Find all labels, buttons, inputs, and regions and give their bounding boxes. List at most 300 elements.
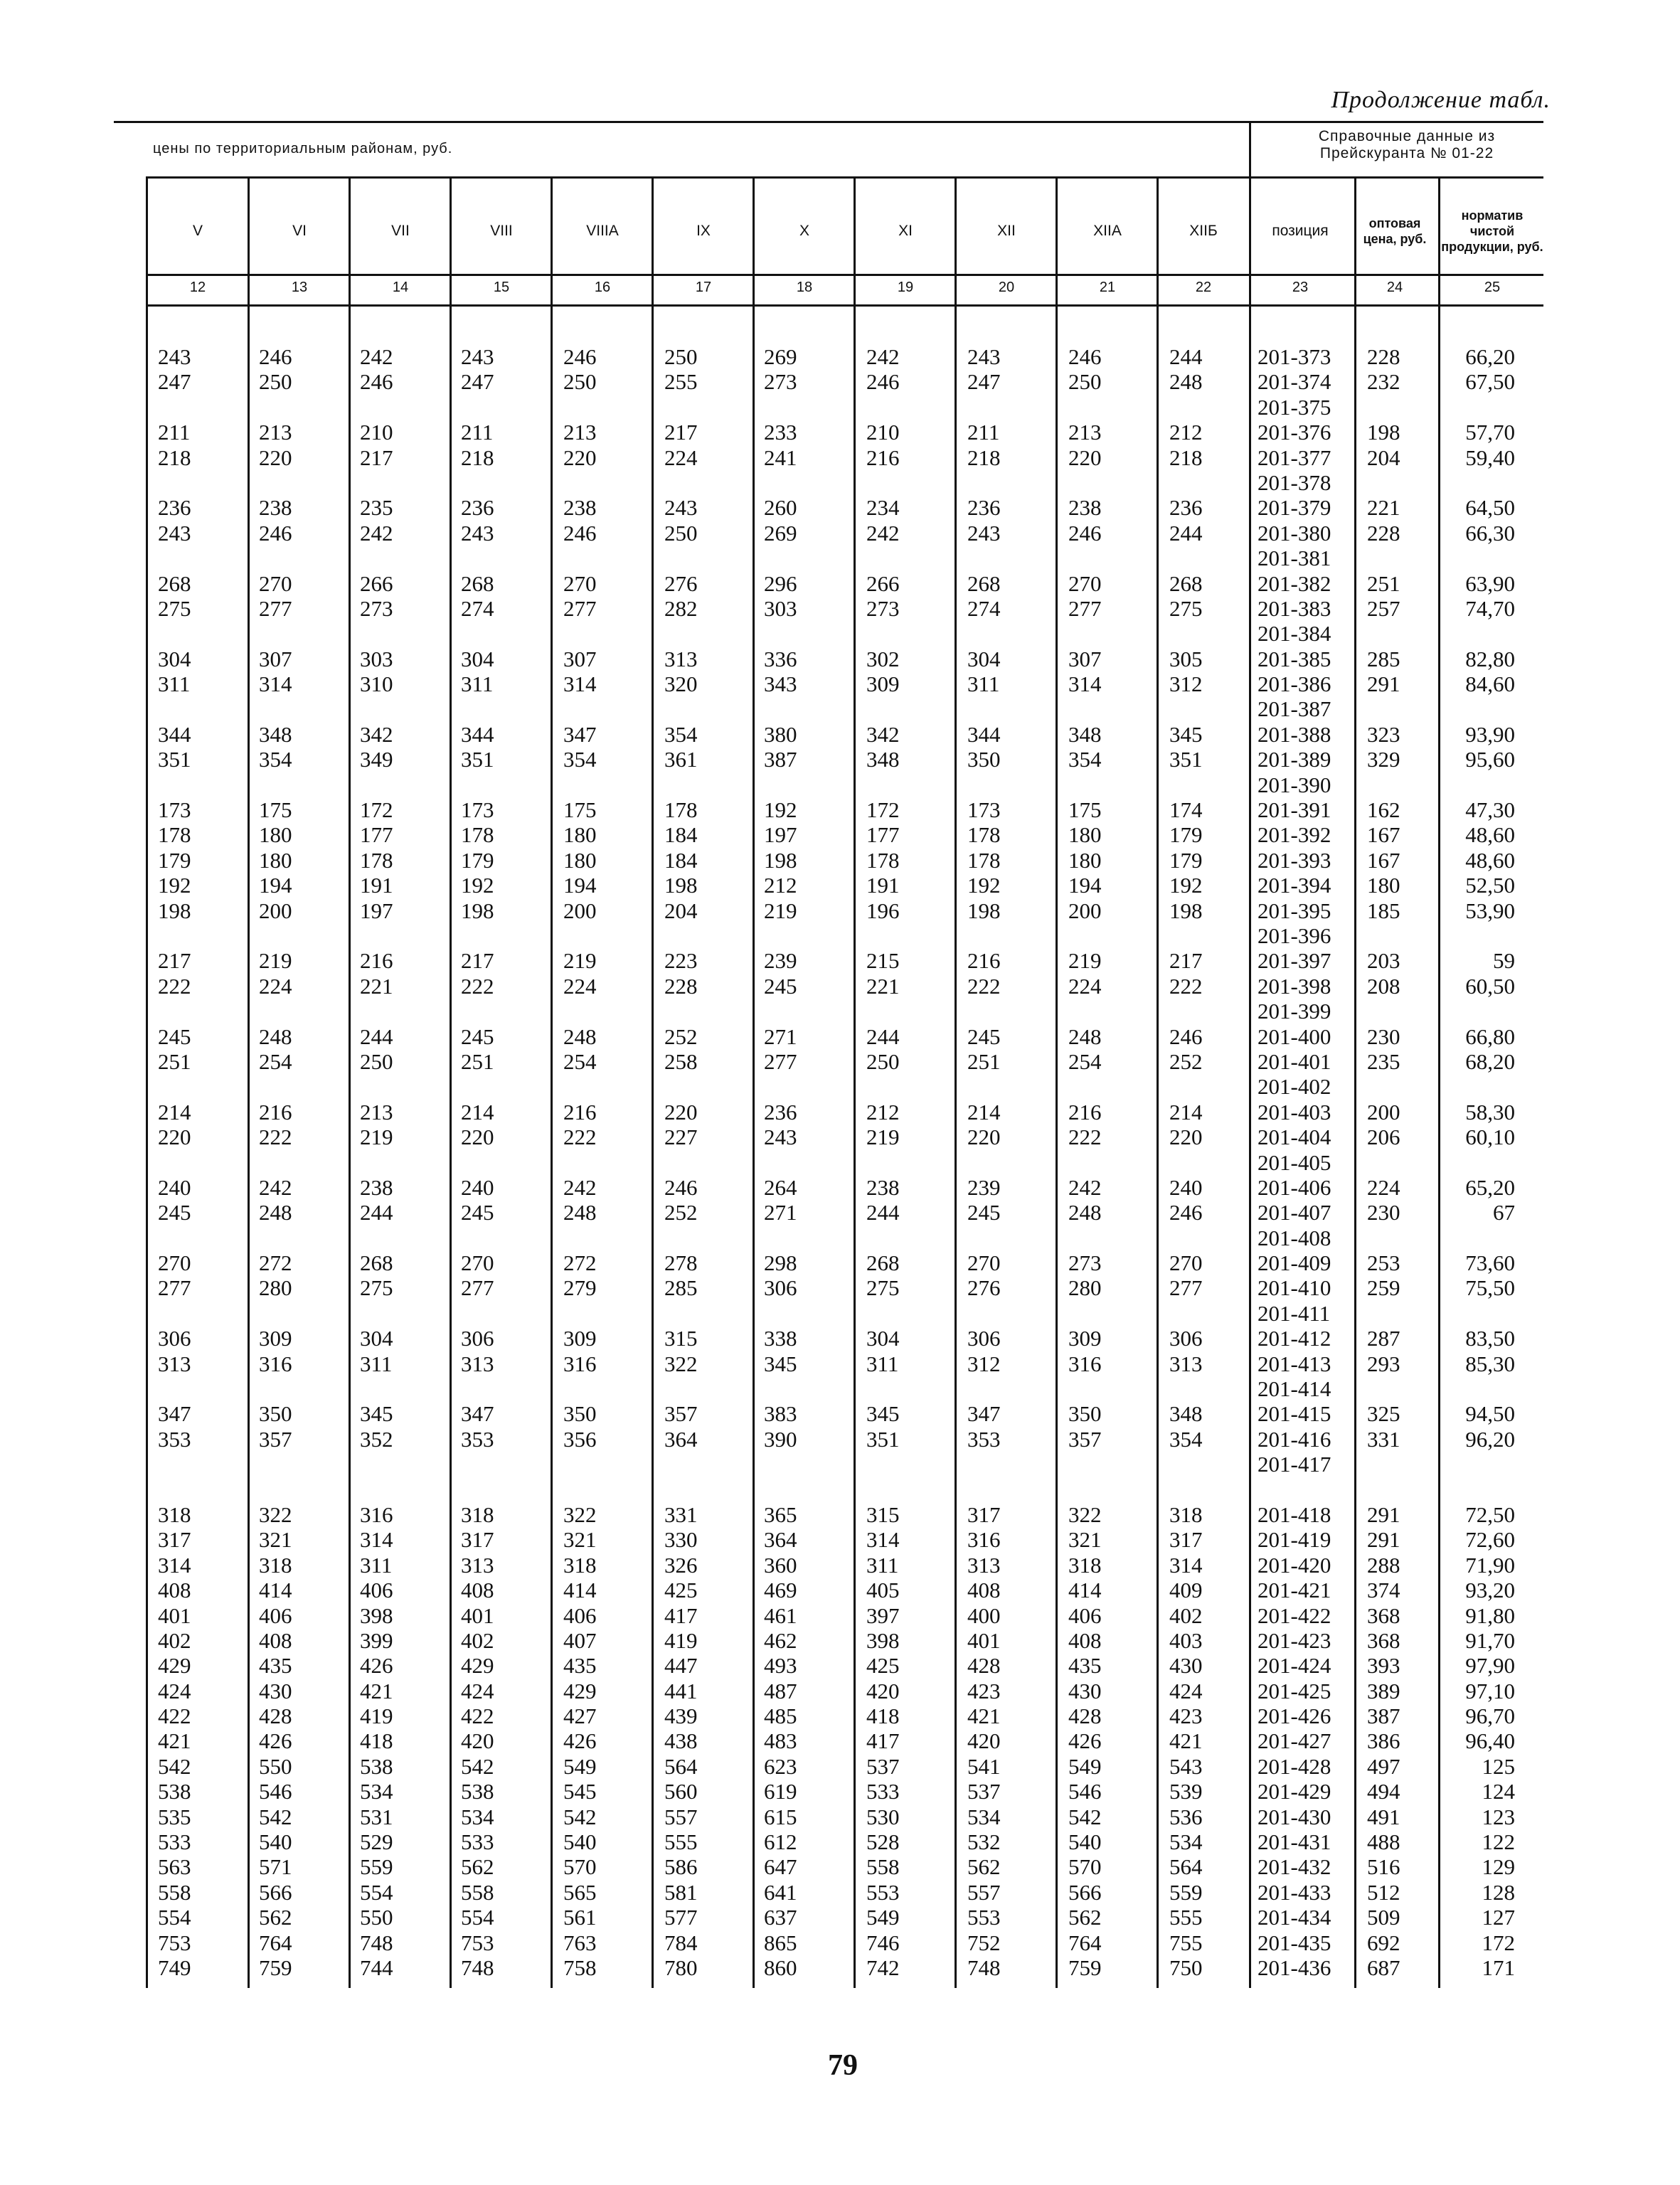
table-cell: 180	[563, 847, 597, 873]
table-cell: 566	[259, 1879, 292, 1905]
table-cell: 250	[664, 520, 698, 546]
table-cell: 288	[1367, 1552, 1400, 1578]
table-cell: 419	[360, 1703, 393, 1729]
col-header-net-product-norm: норматив чистой продукции, руб.	[1441, 208, 1543, 254]
table-cell: 236	[764, 1099, 797, 1125]
table-cell: 201-425	[1258, 1678, 1331, 1703]
table-cell: 540	[563, 1829, 597, 1855]
table-cell: 285	[664, 1275, 698, 1301]
table-cell: 180	[259, 847, 292, 873]
table-cell: 201-418	[1258, 1501, 1331, 1527]
table-cell: 201-421	[1258, 1578, 1331, 1603]
table-cell	[664, 772, 750, 797]
col-header-viii: VIII	[490, 223, 513, 239]
table-cell	[866, 1150, 952, 1175]
column-vii	[360, 344, 445, 1980]
table-cell: 483	[764, 1728, 797, 1754]
table-cell	[360, 1074, 445, 1099]
table-cell	[1169, 470, 1248, 495]
table-cell: 586	[664, 1854, 698, 1880]
table-cell: 268	[158, 570, 191, 596]
table-cell	[563, 395, 649, 420]
table-cell: 321	[259, 1527, 292, 1553]
table-cell: 75,50	[1465, 1275, 1515, 1301]
table-cell: 275	[360, 1275, 393, 1301]
table-cell: 93,90	[1465, 721, 1515, 747]
table-cell: 223	[664, 948, 698, 974]
table-cell: 222	[158, 973, 191, 999]
table-cell: 428	[259, 1703, 292, 1729]
table-cell	[158, 696, 243, 721]
table-cell	[1444, 1452, 1515, 1477]
table-cell	[866, 923, 952, 948]
table-cell: 351	[1169, 747, 1203, 772]
table-cell	[563, 772, 649, 797]
column-wholesale-price	[1367, 344, 1435, 1980]
table-cell	[1367, 1452, 1435, 1477]
table-cell	[1169, 923, 1248, 948]
table-cell: 236	[461, 495, 494, 521]
col-header-xiia: XIIA	[1093, 223, 1122, 239]
table-cell: 201-411	[1258, 1300, 1331, 1326]
table-cell: 259	[1367, 1275, 1400, 1301]
header-rule-3	[146, 304, 1543, 307]
table-cell	[664, 1226, 750, 1250]
table-cell: 254	[1068, 1048, 1102, 1074]
table-cell: 408	[967, 1578, 1001, 1603]
table-cell: 277	[1068, 595, 1102, 621]
table-cell: 228	[664, 973, 698, 999]
table-cell	[1169, 1074, 1248, 1099]
table-cell: 201-410	[1258, 1275, 1331, 1301]
table-cell: 268	[866, 1250, 900, 1276]
table-cell: 232	[1367, 369, 1400, 395]
table-cell: 246	[563, 344, 597, 369]
table-cell: 268	[1169, 570, 1203, 596]
table-cell	[664, 1452, 750, 1477]
column-position	[1258, 344, 1353, 1980]
table-cell: 66,30	[1465, 520, 1515, 546]
table-cell: 252	[664, 1200, 698, 1226]
table-cell	[259, 395, 344, 420]
col-number: 23	[1292, 280, 1309, 295]
table-cell: 318	[563, 1552, 597, 1578]
table-cell: 197	[764, 822, 797, 848]
table-cell: 84,60	[1465, 671, 1515, 697]
table-cell: 174	[1169, 797, 1203, 823]
table-cell: 414	[563, 1578, 597, 1603]
table-cell	[158, 1301, 243, 1326]
table-cell: 429	[461, 1653, 494, 1679]
table-cell: 563	[158, 1854, 191, 1880]
table-cell	[563, 1074, 649, 1099]
table-cell	[866, 1452, 952, 1477]
col-header-vi: VI	[292, 223, 307, 239]
table-cell: 277	[461, 1275, 494, 1301]
table-cell: 245	[764, 973, 797, 999]
table-cell: 201-402	[1258, 1074, 1331, 1100]
table-cell: 748	[360, 1930, 393, 1955]
table-cell: 746	[866, 1930, 900, 1955]
table-cell: 316	[360, 1501, 393, 1527]
table-cell: 162	[1367, 797, 1400, 823]
table-cell: 242	[866, 520, 900, 546]
table-cell: 204	[664, 898, 698, 923]
table-cell: 316	[967, 1527, 1001, 1553]
table-cell: 315	[664, 1326, 698, 1351]
table-cell	[461, 470, 546, 495]
table-cell: 387	[764, 747, 797, 772]
table-cell: 233	[764, 420, 797, 445]
table-cell: 242	[360, 344, 393, 369]
table-cell: 201-399	[1258, 999, 1331, 1024]
table-cell	[158, 1074, 243, 1099]
table-cell: 304	[360, 1326, 393, 1351]
table-cell	[1068, 1074, 1154, 1099]
table-cell: 435	[259, 1653, 292, 1679]
table-cell	[461, 621, 546, 646]
table-cell: 273	[866, 595, 900, 621]
table-cell: 201-389	[1258, 747, 1331, 772]
column-divider	[1056, 178, 1058, 1988]
table-cell	[967, 1376, 1053, 1401]
table-cell: 494	[1367, 1779, 1400, 1804]
table-cell: 553	[967, 1905, 1001, 1930]
table-cell: 221	[866, 973, 900, 999]
table-cell: 414	[259, 1578, 292, 1603]
table-cell: 270	[461, 1250, 494, 1276]
table-cell: 407	[563, 1627, 597, 1653]
table-cell: 239	[967, 1174, 1001, 1200]
table-cell	[1367, 1477, 1435, 1502]
column-xi	[866, 344, 952, 1980]
table-cell: 306	[967, 1326, 1001, 1351]
table-cell: 311	[866, 1552, 899, 1578]
table-cell: 276	[967, 1275, 1001, 1301]
table-cell: 331	[1367, 1426, 1400, 1452]
table-cell: 171	[1482, 1955, 1515, 1980]
table-cell: 343	[764, 671, 797, 697]
table-cell: 251	[967, 1048, 1001, 1074]
table-cell: 534	[461, 1804, 494, 1829]
table-cell: 222	[461, 973, 494, 999]
table-cell	[360, 621, 445, 646]
table-cell: 354	[259, 747, 292, 772]
table-cell: 243	[967, 344, 1001, 369]
table-cell: 63,90	[1465, 570, 1515, 596]
col-header-xi: XI	[898, 223, 913, 239]
table-cell: 303	[764, 595, 797, 621]
table-cell	[967, 470, 1053, 495]
table-cell: 438	[664, 1728, 698, 1754]
table-cell: 167	[1367, 847, 1400, 873]
table-cell: 561	[563, 1905, 597, 1930]
table-cell	[866, 1074, 952, 1099]
table-cell	[1367, 696, 1435, 721]
table-cell: 562	[259, 1905, 292, 1930]
table-cell: 314	[866, 1527, 900, 1553]
table-cell: 353	[158, 1426, 191, 1452]
table-cell	[259, 1301, 344, 1326]
table-cell: 192	[967, 873, 1001, 898]
table-cell: 321	[563, 1527, 597, 1553]
table-cell	[461, 1074, 546, 1099]
table-cell: 172	[866, 797, 900, 823]
table-cell	[1367, 1226, 1435, 1250]
table-cell: 550	[259, 1753, 292, 1779]
table-cell: 277	[563, 595, 597, 621]
table-cell: 316	[259, 1351, 292, 1376]
table-cell: 48,60	[1465, 822, 1515, 848]
table-cell	[259, 1376, 344, 1401]
table-cell: 194	[1068, 873, 1102, 898]
table-cell: 748	[461, 1955, 494, 1980]
table-cell: 247	[967, 369, 1001, 395]
table-cell: 421	[967, 1703, 1001, 1729]
table-cell	[563, 1376, 649, 1401]
column-vi	[259, 344, 344, 1980]
table-cell: 222	[967, 973, 1001, 999]
table-cell: 93,20	[1465, 1578, 1515, 1603]
table-cell	[1444, 546, 1515, 570]
table-cell: 250	[360, 1048, 393, 1074]
table-cell: 238	[866, 1174, 900, 1200]
table-cell: 227	[664, 1125, 698, 1150]
table-cell: 220	[461, 1125, 494, 1150]
table-cell: 542	[563, 1804, 597, 1829]
table-cell: 317	[1169, 1527, 1203, 1553]
table-cell: 309	[563, 1326, 597, 1351]
table-cell	[1068, 1301, 1154, 1326]
table-cell: 537	[967, 1779, 1001, 1804]
table-cell: 539	[1169, 1779, 1203, 1804]
table-cell: 221	[360, 973, 393, 999]
column-divider	[248, 178, 250, 1988]
table-cell: 530	[866, 1804, 900, 1829]
table-cell: 179	[1169, 847, 1203, 873]
table-cell: 219	[360, 1125, 393, 1150]
col-header-ix: IX	[696, 223, 711, 239]
table-cell: 637	[764, 1905, 797, 1930]
table-cell: 180	[1068, 847, 1102, 873]
table-cell: 59	[1493, 948, 1515, 974]
table-cell	[461, 1150, 546, 1175]
table-cell: 208	[1367, 973, 1400, 999]
table-cell	[1068, 546, 1154, 570]
table-cell: 179	[461, 847, 494, 873]
table-cell	[158, 1150, 243, 1175]
table-cell: 422	[461, 1703, 494, 1729]
table-cell: 244	[360, 1200, 393, 1226]
table-cell: 201-414	[1258, 1376, 1331, 1402]
table-cell: 201-373	[1258, 344, 1331, 369]
table-cell: 491	[1367, 1804, 1400, 1829]
table-cell: 571	[259, 1854, 292, 1880]
table-cell: 180	[1068, 822, 1102, 848]
table-cell: 173	[967, 797, 1001, 823]
table-cell: 422	[158, 1703, 191, 1729]
table-cell: 201-395	[1258, 898, 1331, 923]
table-cell: 244	[866, 1024, 900, 1049]
table-cell: 304	[158, 646, 191, 671]
table-cell: 178	[158, 822, 191, 848]
table-cell	[461, 1376, 546, 1401]
table-cell: 124	[1482, 1779, 1515, 1804]
table-cell	[259, 696, 344, 721]
col-header-x: X	[799, 223, 809, 239]
table-cell: 228	[1367, 520, 1400, 546]
table-cell: 759	[1068, 1955, 1102, 1980]
table-cell: 280	[259, 1275, 292, 1301]
table-cell: 280	[1068, 1275, 1102, 1301]
table-cell: 220	[664, 1099, 698, 1125]
table-cell: 313	[664, 646, 698, 671]
table-cell	[461, 1452, 546, 1477]
table-cell: 275	[158, 595, 191, 621]
table-cell: 357	[259, 1426, 292, 1452]
table-cell: 542	[1068, 1804, 1102, 1829]
table-cell: 763	[563, 1930, 597, 1955]
table-cell	[1068, 621, 1154, 646]
table-cell	[259, 772, 344, 797]
table-cell: 351	[461, 747, 494, 772]
table-cell: 317	[461, 1527, 494, 1553]
table-cell: 307	[259, 646, 292, 671]
table-cell: 94,50	[1465, 1401, 1515, 1427]
column-divider	[652, 178, 654, 1988]
table-cell	[1367, 1301, 1435, 1326]
table-cell: 430	[259, 1678, 292, 1703]
table-cell: 758	[563, 1955, 597, 1980]
table-cell: 354	[1068, 747, 1102, 772]
table-cell: 269	[764, 520, 797, 546]
table-cell: 365	[764, 1501, 797, 1527]
table-cell: 423	[1169, 1703, 1203, 1729]
table-cell: 201-430	[1258, 1804, 1331, 1829]
table-cell: 216	[259, 1099, 292, 1125]
table-cell: 309	[259, 1326, 292, 1351]
col-header-viiia: VIIIA	[586, 223, 619, 239]
table-cell	[1169, 395, 1248, 420]
table-cell: 248	[259, 1024, 292, 1049]
table-cell: 538	[360, 1753, 393, 1779]
table-cell: 201-416	[1258, 1426, 1331, 1452]
table-cell: 564	[664, 1753, 698, 1779]
table-cell: 222	[1068, 1125, 1102, 1150]
table-cell: 64,50	[1465, 495, 1515, 521]
table-cell: 214	[1169, 1099, 1203, 1125]
table-cell: 397	[866, 1602, 900, 1628]
table-cell: 270	[563, 570, 597, 596]
table-cell: 439	[664, 1703, 698, 1729]
table-cell: 406	[563, 1602, 597, 1628]
table-cell: 48,60	[1465, 847, 1515, 873]
col-header-xiib: XIIБ	[1189, 223, 1218, 239]
table-cell: 71,90	[1465, 1552, 1515, 1578]
table-cell: 420	[866, 1678, 900, 1703]
table-cell: 550	[360, 1905, 393, 1930]
table-cell: 273	[360, 595, 393, 621]
table-cell: 201-377	[1258, 445, 1331, 470]
table-cell: 532	[967, 1829, 1001, 1855]
table-cell: 316	[563, 1351, 597, 1376]
table-cell	[967, 1452, 1053, 1477]
table-cell: 435	[563, 1653, 597, 1679]
table-cell: 351	[866, 1426, 900, 1452]
table-cell	[764, 1074, 849, 1099]
table-cell: 266	[866, 570, 900, 596]
table-cell	[866, 470, 952, 495]
table-cell: 200	[259, 898, 292, 923]
table-cell: 405	[866, 1578, 900, 1603]
table-cell	[461, 923, 546, 948]
table-cell: 784	[664, 1930, 698, 1955]
table-cell: 213	[1068, 420, 1102, 445]
table-cell	[664, 1074, 750, 1099]
table-cell: 219	[1068, 948, 1102, 974]
table-cell	[1444, 1301, 1515, 1326]
table-cell: 566	[1068, 1879, 1102, 1905]
table-cell: 533	[866, 1779, 900, 1804]
table-cell: 291	[1367, 1527, 1400, 1553]
table-cell: 354	[1169, 1426, 1203, 1452]
table-cell: 219	[866, 1125, 900, 1150]
table-cell: 307	[1068, 646, 1102, 671]
table-cell: 342	[360, 721, 393, 747]
table-cell: 255	[664, 369, 698, 395]
table-cell	[866, 696, 952, 721]
table-cell: 200	[1367, 1099, 1400, 1125]
table-cell: 368	[1367, 1602, 1400, 1628]
table-cell: 562	[461, 1854, 494, 1880]
table-cell: 216	[1068, 1099, 1102, 1125]
table-cell	[1367, 546, 1435, 570]
table-cell: 323	[1367, 721, 1400, 747]
table-cell: 240	[1169, 1174, 1203, 1200]
table-cell: 201-388	[1258, 721, 1331, 747]
table-cell: 749	[158, 1955, 191, 1980]
table-cell: 315	[866, 1501, 900, 1527]
table-cell: 353	[967, 1426, 1001, 1452]
table-cell: 175	[563, 797, 597, 823]
table-cell: 211	[461, 420, 494, 445]
table-cell: 201-409	[1258, 1250, 1331, 1276]
table-cell: 191	[866, 873, 900, 898]
table-cell: 427	[563, 1703, 597, 1729]
table-cell: 250	[563, 369, 597, 395]
table-cell: 217	[664, 420, 698, 445]
table-cell: 318	[1169, 1501, 1203, 1527]
table-cell: 581	[664, 1879, 698, 1905]
table-cell: 122	[1482, 1829, 1515, 1855]
table-cell: 321	[1068, 1527, 1102, 1553]
column-divider	[1249, 178, 1251, 1988]
table-cell	[664, 923, 750, 948]
table-cell	[1444, 1226, 1515, 1250]
table-cell: 557	[664, 1804, 698, 1829]
table-cell: 198	[764, 847, 797, 873]
column-divider	[955, 178, 957, 1988]
table-cell: 393	[1367, 1653, 1400, 1679]
table-cell: 224	[664, 445, 698, 470]
table-cell: 222	[563, 1125, 597, 1150]
table-cell: 364	[664, 1426, 698, 1452]
table-cell: 554	[158, 1905, 191, 1930]
table-cell: 408	[1068, 1627, 1102, 1653]
table-cell	[360, 395, 445, 420]
table-cell	[158, 1376, 243, 1401]
table-cell	[461, 1301, 546, 1326]
